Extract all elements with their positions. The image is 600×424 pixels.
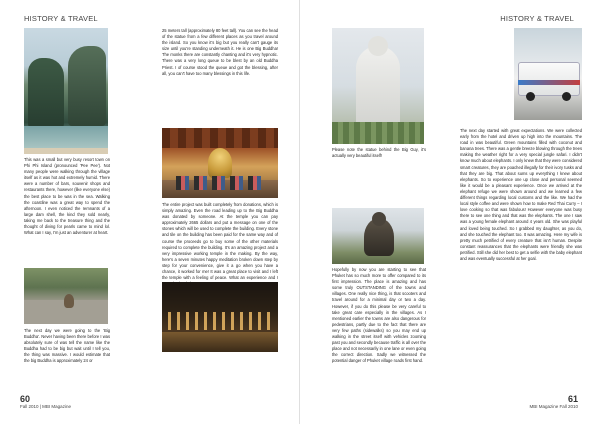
left-column-1-text-lower — [24, 328, 110, 367]
paragraph: 25 meters tall (approximately 80 feet tall). You can see the head of the statue from a few different places as you travel around the island. So you know it's big but you really can't gauge its size until you're standing underneath it. He is one Big Buddha! The monks there are constantly chanting and it's very hypnotic. There was a very long queue to be blest by an old Buddha Priest. I of course stood the queue and got the blessing, after all, you can't have too many blessings in this life. — [162, 28, 278, 76]
left-column-1-text — [24, 157, 110, 238]
left-column-2-text-lower — [162, 202, 278, 289]
section-header: HISTORY & TRAVEL — [24, 14, 98, 23]
magazine-label: Fall 2010 | MBI Magazine — [20, 404, 71, 409]
paragraph: This was a small but very busy resort town on Phi Phi Island (pronounced 'Pee Pee'). Not many people were walking through the village itself as it was hot and extremely humid. There were a number of bars, souvenir shops and restaurants there, however (like everyone else) the best place to be was in the sea. Walking the coastline was a great way to spend the afternoon. I even noticed the remnants of a large dam shell, the kind they sold nearly, taking me back to the treasure thing and the thought of diving for pearls came to mind lol. What can I say, I'm just an adventurer at heart. — [24, 157, 110, 236]
page-number: 60 — [20, 394, 31, 404]
photo-caption — [332, 147, 426, 161]
buses-photo — [514, 28, 582, 120]
page-number: 61 — [567, 394, 578, 404]
right-page — [300, 0, 600, 424]
night-market-photo — [162, 282, 278, 352]
caption: Please note the statue behind the Big Guy, it's actually very beautiful itself! — [332, 147, 426, 159]
magazine-label: MBI Magazine Fall 2010 — [529, 404, 578, 409]
paragraph: The entire project was built completely from donations, which is simply amazing. Even the road leading up to the Big Buddha was donated by someone. At the temple you can pay approximately 2665 dollars and put a message on one of the stones which will be used to complete the building. Every stone and tile on the building has been paid for the same way and of course the proceeds go to buy some of the other materials required to complete the building. It's an amazing project and a very impressive working temple in the making. By the way, here's a seven minutes happy meditation broken down step by step for your convenience, give it a go when you have a chance, it worked for me! It was a great place to visit and I left the temple with a feeling of peace. What an experience and I — [162, 202, 278, 281]
monkey-photo — [24, 268, 108, 324]
seated-buddha-photo — [332, 208, 424, 264]
limestone-karst-photo — [24, 28, 108, 154]
left-column-2-text — [162, 28, 278, 79]
right-column-2-text — [460, 128, 582, 264]
paragraph: The next day started with great expectations. We were collected early from the hotel and driven up high into the mountains. The road in was beautiful. Green mountains filled with coconut and banana trees. There was a gentle breeze blowing through the trees making the weather right for a very special jungle safari. I didn't know much about elephants. I only knew that they were considered smart creatures, they are poached illegally for their ivory tusks and that they are big. That about sums up everything I knew about elephants. So to experience one up close and personal seemed like it would be a pleasant experience. Once we arrived at the elephant refuge we were shown around and we learned a few different things regarding local customs and the like. We had the local style coffee and were shown how to make Red Thai Curry – I love cooking so that was fabulous! However everyone was busy there to see one thing and that was the elephants. The one I saw was a young female elephant around 4 years old. She was playful and loved being touched. So I grabbed my daughter, as you do, and she touched the elephant too. It was amazing. Here my wife is pretty much petrified of every creature that isn't human. Despite constant reassurances that the elephants were friendly she was petrified. Still she did her best to get a selfie with the baby elephant and was eventually successful at her goal. — [460, 128, 582, 261]
right-column-1-text — [332, 267, 426, 367]
section-header: HISTORY & TRAVEL — [500, 14, 574, 23]
paragraph: Hopefully by now you are starting to see that Phuket has so much more to offer compared to its first impression. The place is amazing and has some truly OUTSTANDING of the towns and villages. One really nice thing, is that scooters and travel around for a minimal day or two a day. However, if you do this please be very careful to take great care especially in the villages. As I mentioned earlier the towns are also dangerous for pedestrians, partly due to the fact that there are very few paths (sidewalks) so you may end up walking in the street itself with vehicles zooming past you and secondly because traffic is all over the place and not necessarily in one lane or even going the correct direction. Sadly we witnessed the potential danger of Phuket village roads first hand. — [332, 267, 426, 364]
temple-interior-photo — [162, 128, 278, 198]
paragraph: The next day we were going to the 'Big Buddha'. Never having been there before I was absolutely sure of was tell the name like the Buddha had to be big but wait until I tell you, the thing was massive. I would estimate that the big Buddha is approximately 24 or — [24, 328, 110, 364]
big-buddha-photo — [332, 28, 424, 144]
